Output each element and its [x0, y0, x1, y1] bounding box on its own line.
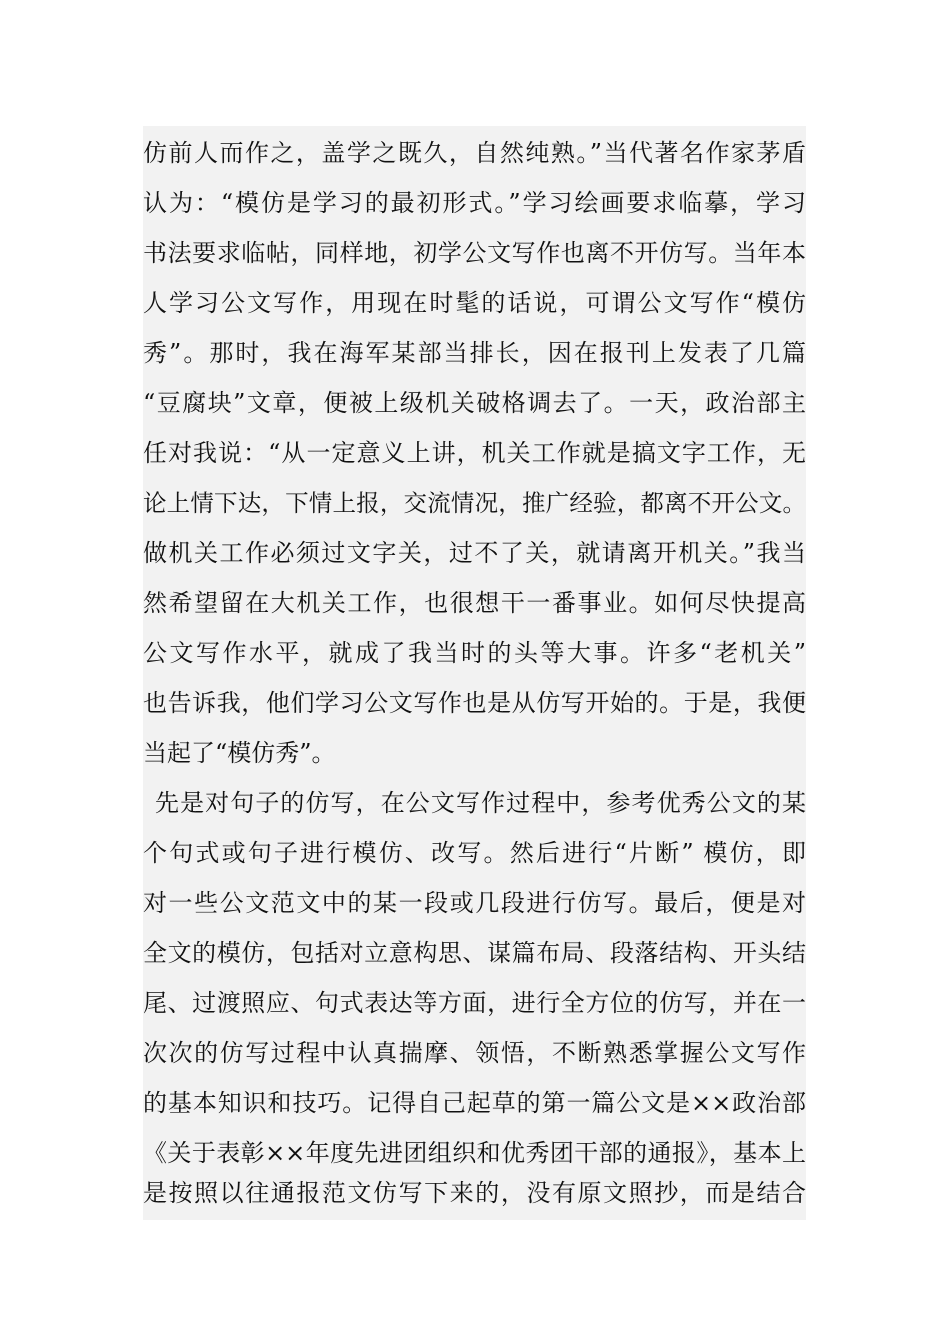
text-line: 全文的模仿，包括对立意构思、谋篇布局、段落结构、开头结 [143, 939, 806, 967]
text-line: 个句式或句子进行模仿、改写。然后进行“片断” 模仿，即 [143, 839, 806, 867]
text-line: 也告诉我，他们学习公文写作也是从仿写开始的。于是，我便 [143, 689, 806, 717]
text-line: 的基本知识和技巧。记得自己起草的第一篇公文是××政治部 [143, 1089, 806, 1117]
text-line: 秀”。那时，我在海军某部当排长，因在报刊上发表了几篇 [143, 339, 806, 367]
text-line: 是按照以往通报范文仿写下来的，没有原文照抄，而是结合 [143, 1179, 806, 1207]
body-text [143, 126, 806, 1220]
text-line: 公文写作水平，就成了我当时的头等大事。许多“老机关” [143, 639, 806, 667]
text-line: 论上情下达，下情上报，交流情况，推广经验，都离不开公文。 [143, 489, 806, 517]
text-line: 尾、过渡照应、句式表达等方面，进行全方位的仿写，并在一 [143, 989, 806, 1017]
text-line: “豆腐块”文章，便被上级机关破格调去了。一天，政治部主 [143, 389, 806, 417]
text-line: 次次的仿写过程中认真揣摩、领悟，不断熟悉掌握公文写作 [143, 1039, 806, 1067]
text-line: 做机关工作必须过文字关，过不了关，就请离开机关。”我当 [143, 539, 806, 567]
text-line: 仿前人而作之，盖学之既久，自然纯熟。”当代著名作家茅盾 [143, 139, 806, 167]
text-line: 人学习公文写作，用现在时髦的话说，可谓公文写作“模仿 [143, 289, 806, 317]
text-line: 任对我说：“从一定意义上讲，机关工作就是搞文字工作，无 [143, 439, 806, 467]
text-line: 认为：“模仿是学习的最初形式。”学习绘画要求临摹，学习 [143, 189, 806, 217]
text-line: 《关于表彰××年度先进团组织和优秀团干部的通报》，基本上 [143, 1139, 806, 1167]
text-line: 然希望留在大机关工作，也很想干一番事业。如何尽快提高 [143, 589, 806, 617]
text-line: 书法要求临帖，同样地，初学公文写作也离不开仿写。当年本 [143, 239, 806, 267]
text-line: 当起了“模仿秀”。 [143, 739, 336, 767]
text-line: 先是对句子的仿写，在公文写作过程中，参考优秀公文的某 [155, 789, 806, 817]
text-line: 对一些公文范文中的某一段或几段进行仿写。最后，便是对 [143, 889, 806, 917]
